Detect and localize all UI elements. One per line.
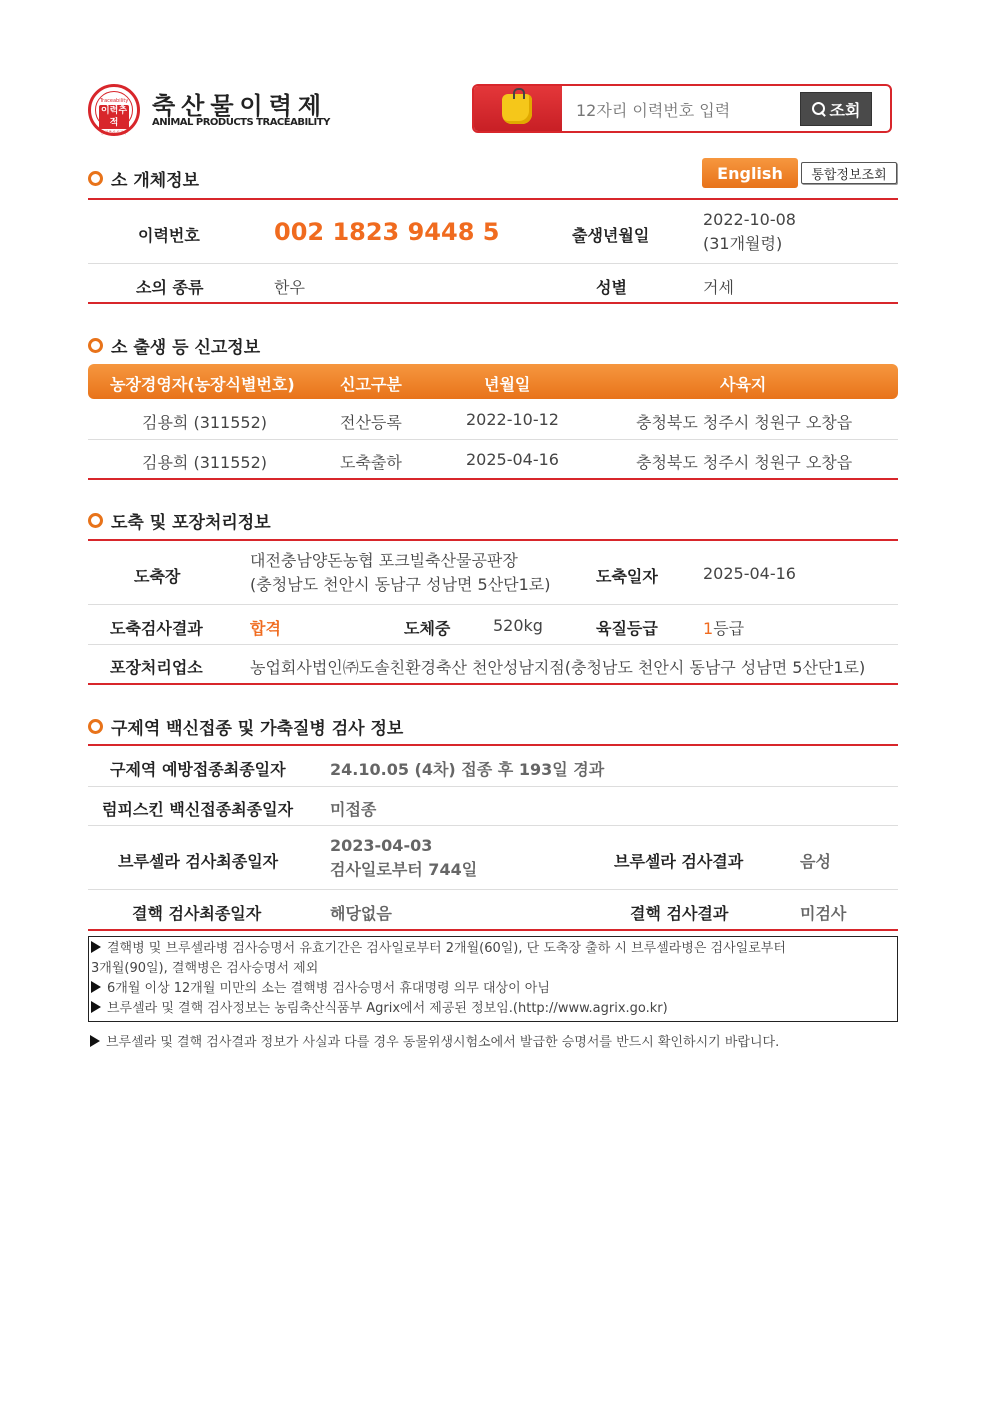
notice-line: 6개월 이상 12개월 미만의 소는 결핵병 검사승명서 휴대명령 의무 대상이 아님: [91, 979, 897, 999]
sex-value: 거세: [703, 278, 734, 297]
table-cell: 도축출하: [340, 453, 402, 472]
brucella-elapsed-value: 검사일로부터 744일: [330, 860, 478, 879]
meat-grade-unit: 등급: [713, 619, 745, 638]
bullet-circle-icon: [88, 338, 103, 353]
notice-line: 브루셀라 및 결핵 검사정보는 농림축산식품부 Agrix에서 제공된 정보임.(http://www.agrix.go.kr): [91, 999, 897, 1019]
table-cell: 충청북도 청주시 청원구 오창읍: [636, 453, 853, 472]
meat-grade-number: 1: [703, 619, 714, 638]
tb-result-value: 미검사: [800, 904, 847, 923]
divider: [88, 604, 898, 605]
brucella-date-value: 2023-04-03: [330, 836, 433, 855]
breed-value: 한우: [274, 278, 305, 297]
slaughterhouse-address: (충청남도 천안시 동남구 성남면 5산단1로): [250, 575, 551, 594]
tb-result-label: 결핵 검사결과: [630, 904, 729, 923]
inspection-result: 합격: [250, 619, 281, 638]
bullet-circle-icon: [88, 719, 103, 734]
brand-subtitle: ANIMAL PRODUCTS TRACEABILITY: [152, 117, 330, 128]
brucella-result-label: 브루셀라 검사결과: [614, 852, 744, 871]
column-header: 사육지: [720, 375, 767, 394]
inspection-label: 도축검사결과: [110, 619, 203, 638]
search-button[interactable]: [800, 92, 872, 126]
divider: [88, 683, 898, 685]
english-button[interactable]: English: [702, 158, 798, 188]
fmd-vaccine-value: 24.10.05 (4차) 접종 후 193일 경과: [330, 760, 605, 779]
brucella-result-value: 음성: [800, 852, 831, 871]
bullet-circle-icon: [88, 513, 103, 528]
table-cell: 2022-10-12: [466, 410, 559, 429]
slaughterhouse-label: 도축장: [134, 567, 181, 586]
notice-box: [88, 936, 898, 1022]
sex-label: 성별: [596, 278, 627, 297]
bullet-circle-icon: [88, 171, 103, 186]
table-cell: 김용희 (311552): [142, 413, 268, 432]
column-header: 신고구분: [340, 375, 402, 394]
lsd-vaccine-label: 럼피스킨 백신접종최종일자: [102, 800, 294, 819]
notice-line: 3개월(90일), 결핵병은 검사승명서 제외: [91, 961, 319, 976]
table-cell: 2025-04-16: [466, 450, 559, 469]
search-icon: [812, 102, 826, 116]
logo-bottom-text: 농림축산식품부: [100, 130, 128, 135]
divider: [88, 744, 898, 746]
lsd-vaccine-value: 미접종: [330, 800, 377, 819]
trace-number-input[interactable]: [574, 94, 798, 126]
column-header: 년월일: [484, 375, 531, 394]
trace-number-value: 002 1823 9448 5: [274, 218, 500, 246]
divider: [88, 439, 898, 440]
divider: [88, 644, 898, 645]
triangle-bullet-icon: [91, 1001, 101, 1013]
logo-top-text: Traceability: [99, 98, 129, 104]
meat-grade-label: 육질등급: [596, 619, 658, 638]
integrated-info-button[interactable]: 통합정보조회: [801, 162, 897, 184]
column-header: 농장경영자(농장식별번호): [110, 375, 295, 394]
brucella-date-label: 브루셀라 검사최종일자: [118, 852, 279, 871]
footer-note: 브루셀라 및 결핵 검사결과 정보가 사실과 다를 경우 동물위생시험소에서 발급한 승명서를 반드시 확인하시기 바랍니다.: [90, 1031, 779, 1050]
table-cell: 충청북도 청주시 청원구 오창읍: [636, 413, 853, 432]
slaughter-date-label: 도축일자: [596, 567, 658, 586]
packer-value: 농업회사법인㈜도솔친환경축산 천안성남지점(충청남도 천안시 동남구 성남면 5산단1로): [250, 658, 866, 677]
report-table-header: [88, 364, 898, 399]
tb-date-label: 결핵 검사최종일자: [132, 904, 262, 923]
table-cell: 전산등록: [340, 413, 402, 432]
search-button-label: 조회: [829, 100, 861, 120]
triangle-bullet-icon: [91, 941, 101, 953]
section-title-disease-info: 구제역 백신접종 및 가축질병 검사 정보: [88, 714, 403, 739]
search-box: [472, 84, 892, 133]
table-cell: 김용희 (311552): [142, 453, 268, 472]
triangle-bullet-icon: [90, 1035, 100, 1047]
divider: [88, 825, 898, 826]
divider: [88, 786, 898, 787]
notice-line: 결핵병 및 브루셀라병 검사승명서 유효기간은 검사일로부터 2개월(60일), 단 도축장 출하 시 브루셀라병은 검사일로부터: [91, 939, 897, 959]
age-value: (31개월령): [703, 234, 783, 253]
meat-grade-value: [703, 616, 744, 639]
slaughter-date-value: 2025-04-16: [703, 564, 796, 583]
divider: [88, 539, 898, 541]
section-title-slaughter-info: 도축 및 포장처리정보: [88, 508, 271, 533]
traceability-logo: [88, 84, 140, 136]
divider: [88, 929, 898, 931]
divider: [88, 302, 898, 304]
breed-label: 소의 종류: [136, 278, 204, 297]
divider: [88, 263, 898, 264]
divider: [88, 889, 898, 890]
birth-date-label: 출생년월일: [572, 226, 650, 245]
carcass-weight-value: 520kg: [493, 616, 543, 635]
divider: [88, 198, 898, 200]
brand-title: 축산물이력제: [152, 92, 328, 120]
logo-mid-text: 이력추적: [100, 106, 128, 128]
packer-label: 포장처리업소: [110, 658, 203, 677]
triangle-bullet-icon: [91, 981, 101, 993]
section-title-birth-report: 소 출생 등 신고정보: [88, 333, 260, 358]
birth-date-value: 2022-10-08: [703, 210, 796, 229]
divider: [88, 478, 898, 480]
section-title-cattle-info: 소 개체정보: [88, 166, 199, 191]
fmd-vaccine-label: 구제역 예방접종최종일자: [110, 760, 286, 779]
trace-number-label: 이력번호: [138, 226, 200, 245]
search-banner: [474, 86, 562, 131]
carcass-weight-label: 도체중: [404, 619, 451, 638]
ear-tag-icon: [502, 94, 532, 124]
tb-date-value: 해당없음: [330, 904, 392, 923]
slaughterhouse-name: 대전충남양돈농협 포크빌축산물공판장: [250, 551, 518, 570]
